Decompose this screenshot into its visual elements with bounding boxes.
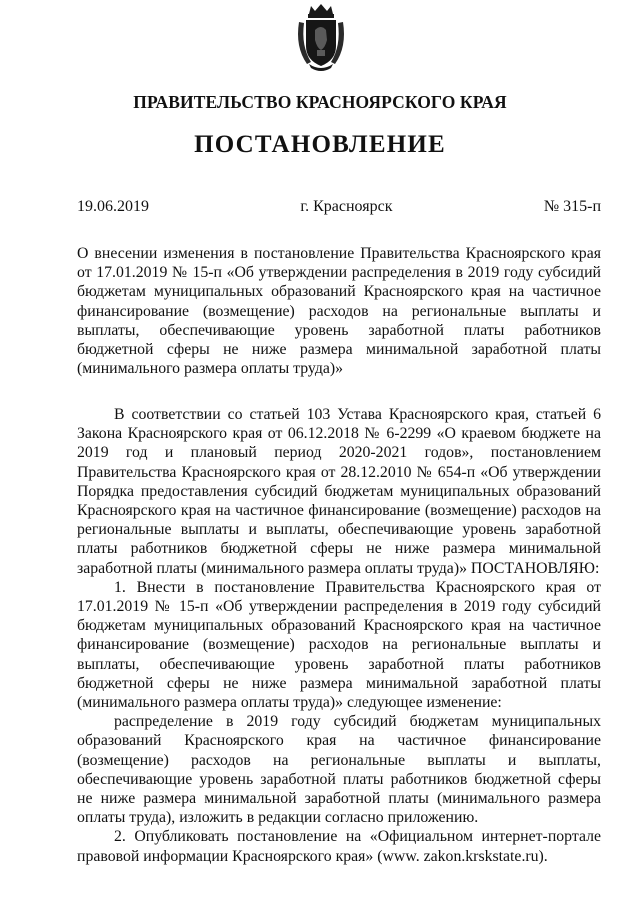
preamble-paragraph: В соответствии со статьей 103 Устава Красноярского края, статьей 6 Закона Красноярского края от 06.12.2018 № 6-2299 «О краевом бюджете на 2019 год и плановый период 2020-2021 годов», постановлением Правительства Красноярского края от 28.12.2010 № 654-п «Об утверждении Порядка предоставления субсидий бюджетам муниципальных образований Красноярского края на частичное финансирование (возмещение) расходов на региональные выплаты и выплаты, обеспечивающие уровень заработной платы работников бюджетной сферы не ниже размера минимальной заработной платы (минимального размера оплаты труда)» ПОСТАНОВЛЯЮ: [77,406,601,577]
organization-name: ПРАВИТЕЛЬСТВО КРАСНОЯРСКОГО КРАЯ [133,92,507,112]
document-type-title: ПОСТАНОВЛЕНИЕ [194,131,446,158]
document-number: № 315-п [543,198,601,215]
document-body [77,405,601,866]
subject-text: О внесении изменения в постановление Правительства Красноярского края от 17.01.2019 № 15-п «Об утверждении распределения в 2019 году субсидий бюджетам муниципальных образований Красноярского края на частичное финансирование (возмещение) расходов на региональные выплаты и выплаты, обеспечивающие уровень заработной платы работников бюджетной сферы не ниже размера минимальной заработной платы (минимального размера оплаты труда)» [77,245,601,378]
document-city: г. Красноярск [300,198,393,215]
coat-of-arms-icon [293,2,349,72]
document-date: 19.06.2019 [77,198,149,215]
document-subject [77,244,601,378]
item-1-paragraph: 1. Внести в постановление Правительства Красноярского края от 17.01.2019 № 15-п «Об утверждении распределения в 2019 году субсидий бюджетам муниципальных образований Красноярского края на частичное финансирование (возмещение) расходов на региональные выплаты и выплаты, обеспечивающие уровень заработной платы работников бюджетной сферы не ниже размера минимальной заработной платы (минимального размера оплаты труда)» следующее изменение: [77,578,601,712]
item-1-detail-paragraph: распределение в 2019 году субсидий бюджетам муниципальных образований Красноярского края на частичное финансирование (возмещение) расходов на региональные выплаты и выплаты, обеспечивающие уровень заработной платы работников бюджетной сферы не ниже размера минимальной заработной платы (минимального размера оплаты труда), изложить в редакции согласно приложению. [77,713,601,827]
item-2-paragraph: 2. Опубликовать постановление на «Официальном интернет-портале правовой информации Красноярского края» (www. zakon.krskstate.ru). [77,828,601,865]
document-meta-row [77,198,601,216]
